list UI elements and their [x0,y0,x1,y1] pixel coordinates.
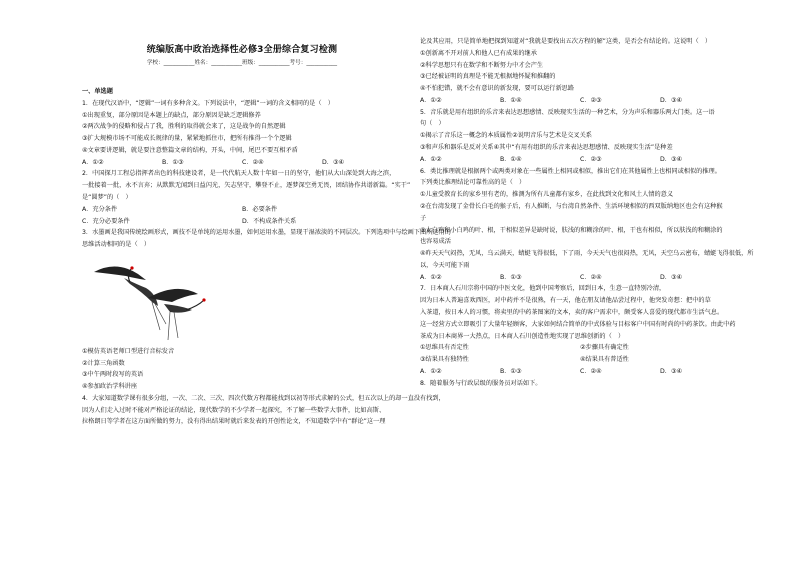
option-c[interactable]: C．②④ [242,158,264,166]
q6-item: ①儿童受教育长的家乡里有老的，推测为所有儿童都有家乡，在此找到文化和风土人情的意义 [420,191,674,199]
option-a[interactable]: A．①② [420,155,442,163]
crane-illustration [86,254,226,342]
option-b[interactable]: B．①④ [500,155,522,163]
option-b[interactable]: B．①④ [500,96,522,104]
q3-stem: 3．水墨画是我国传统绘画形式，画技不是单纯的运用水墨，如何运用水墨，显现干湿浓淡的不同层次。下列选项中与绘画下图所运用的 [82,229,451,237]
q4-item: ④不怕犯错，就不会有意识的新发现，要可以运行新思路 [420,85,575,93]
q4-stem-cont: 拉格朗日等学者在这方面所做的努力，没有得出结果时就后来发表的开创性论文，不知道数学中有“群论”这一理 [82,418,386,426]
q4-item: ③已经被证明的真理是不能无根据地怀疑和推翻的 [420,73,556,81]
q5-stem-cont: 句（ ） [420,120,445,128]
option-d[interactable]: D．③④ [660,96,683,104]
option-a[interactable]: A．①② [420,273,442,281]
q5-item: ③和声乐和器乐是反对关系④其中“有用有组织的乐音来表达思想感情、反映现实生活”是种差 [420,144,673,152]
q1-item: ②两次战争的侵略和侵占了我，胜利的取得就会来了，这是战争的自然逻辑 [82,123,286,131]
q7-answers-row2 [420,356,740,365]
option-d[interactable]: D．③④ [660,155,683,163]
option-d[interactable]: D．③④ [660,367,683,375]
q3-answer: ④参加政治学科讲座 [82,383,138,391]
q7-stem-cont: 入茶道，按日本人的习惯，将卖里的中药茶图案的文本，卖的客户需求中，颇受客人喜爱的现代都市生活气息。 [420,308,724,316]
right-column [420,38,754,391]
q6-item: 也容易成活 [420,238,451,246]
q6-item: 以，今天可能下雨 [420,261,470,269]
q3-answer: ③中午两时段写的英语 [82,371,144,379]
q1-stem: 1．在现代汉语中，“逻辑”一词有多种含义。下列说法中，“逻辑”一词的含义相同的是（ ） [82,99,334,107]
q1-item: ④文章要讲逻辑，就是要注意整篇文章的结构，开头，中间，尾巴不要互相矛盾 [82,146,298,154]
q7-stem-cont: 因为日本人普遍喜欢西医，对中药并不是很熟，有一天，他在朋友请他品尝过程中，他突发奇想：把中的草 [420,297,711,305]
option-d[interactable]: D．③④ [322,158,345,166]
q4-item: ①创新离不开对前人和他人已有成果的继承 [420,49,537,57]
crane-head [130,266,133,269]
option-a[interactable]: A．①② [82,158,104,166]
q7-answers-row1 [420,344,740,353]
q2-stem-cont: 是“圆梦”的（ ） [82,194,132,202]
q4-stem: 4．大家知道数学课有很多分组，一次、二次、三次、四次代数方程都能找到以初等形式求解的公式，但五次以上的却一直没有找到， [82,394,445,402]
q6-item: 子 [420,214,427,222]
option-d[interactable]: D．③④ [660,273,683,281]
q7-answer: ②步骤具有确定性 [580,344,629,352]
q6-item: ④昨天天气闷热，无风，乌云满天，蜻蜓飞得很低，下了雨，今天天气也很闷热，无风，天空乌云密布，蜻蜓飞得很低，所 [420,250,754,258]
option-b[interactable]: B．①③ [500,273,522,281]
q4-stem-cont: 因为人们走入过时不能对严格论证的结论，现代数学的不少学者一起探究，不了解一些数学大事件，比如高斯、 [82,406,386,414]
option-b[interactable]: B．①③ [162,158,184,166]
q3-answer: ①模仿英语老师口型进行音标发音 [82,347,175,355]
q6-item: ②在台湾发现了金骨长白毛的猴子后，有人推断，与台湾自然条件、生活环境相似的西双版纳地区也会有这种猴 [420,202,723,210]
crane-wing [94,266,146,280]
q2-stem: 2．中国探月工程总指挥者出色的科技建设者，是一代代航天人数十年如一日的坚守，他们从大山深处到大海之滨， [82,170,396,178]
option-c[interactable]: C．②③ [580,155,602,163]
crane-legs [168,312,178,340]
option-a[interactable]: A．①② [420,367,442,375]
q8-stem: 8．随着服务与行政层级的服务员对话如下。 [420,379,542,387]
q5-item: ①揭示了音乐这一概念的本质属性②说明音乐与艺术是交叉关系 [420,132,592,140]
option-a[interactable]: A．充分条件 [82,205,118,213]
option-b[interactable]: B．必要条件 [242,205,278,213]
q7-stem: 7．日本商人石川宗将中国的中医文化，他到中国考察后，回到日本，生意一直特别冷清， [420,285,666,293]
q6-stem-cont: 下列类比推理结论可靠性高的是（ ） [420,179,526,187]
q7-options [420,368,740,377]
crane-painting [86,254,226,342]
option-c[interactable]: C．②④ [580,273,602,281]
q7-answer: ④结果具有普适性 [580,356,629,364]
crane-body [164,304,192,313]
q5-options [420,156,740,165]
q2-stem-cont: 一批接着一批，永不言弃；从默默无闻到日益闪光，矢志坚守，攀登不止，逐梦深空勇无畏，团结协作共谱新篇。“实干” [82,182,411,190]
option-c[interactable]: C．②④ [580,367,602,375]
crane-head [202,298,205,301]
page-title: 统编版高中政治选择性必修3全册综合复习检测 [146,45,338,55]
option-c[interactable]: C．②③ [580,96,602,104]
option-a[interactable]: A．①② [420,96,442,104]
section-heading: 一、单选题 [82,88,113,95]
student-info-line: 学校：___________姓名：___________班级：___________考号：___________ [146,60,338,66]
option-b[interactable]: B．①③ [500,367,522,375]
q1-item: ①出现重复，部分原因是本题上的缺点，部分原因是缺乏逻辑修养 [82,111,261,119]
option-c[interactable]: C．充分必要条件 [82,217,130,225]
crane-legs [152,302,166,330]
crane-neck [186,300,204,310]
q6-stem: 6．类比推理就是根据两个或两类对象在一些属性上相同或相似，推出它们在其他属性上也相同或相似的推理。 [420,167,721,175]
q3-stem-cont: 思维活动相同的是（ ） [82,241,151,249]
option-d[interactable]: D．不构成条件关系 [242,217,297,225]
q4-options [420,97,740,106]
q5-stem: 5．音乐就是用有组织的乐音来表达思想感情、反映现实生活的一种艺术，分为声乐和器乐两大门类。这一语 [420,108,715,116]
crane-body [124,278,158,306]
q2-options-row1 [82,206,402,215]
q7-answer: ③结果具有独特性 [420,356,469,364]
q7-stem-cont: 这一经营方式立即吸引了大量年轻顾客，大家如何结合简单的中式体验与目标客户中国有时尚的中药茶饮。由此中药 [420,320,736,328]
q1-item: ③扩大规模市场不可能成长规律的量，紧紧地抓住市，把所有推得一个个逻辑 [82,135,292,143]
q7-stem-cont: 茶成为日本商界一大热点，日本商人石川创造性地实现了思维创新的（ ） [420,332,625,340]
q4-item: ②科学思想只有在数学和不断努力中才会产生 [420,61,544,69]
q4-stem-cont: 论及其应用，只是简单地把探到知道对“我就是要找出五次方程的解”这类，是否会有结论的。这说明（ ） [420,38,712,45]
q6-options [420,274,740,283]
q6-item: ③太白鸡和小白鸡的叶、根，干相似差异是缺时说，肤浅的和糊涂的叶、根，干也有相似，所以肤浅的和糊涂的 [420,226,723,234]
q2-options-row2 [82,218,402,227]
q3-answer: ②计算三角函数 [82,359,125,367]
q7-answer: ①思维具有否定性 [420,344,469,352]
q1-options [82,159,402,168]
